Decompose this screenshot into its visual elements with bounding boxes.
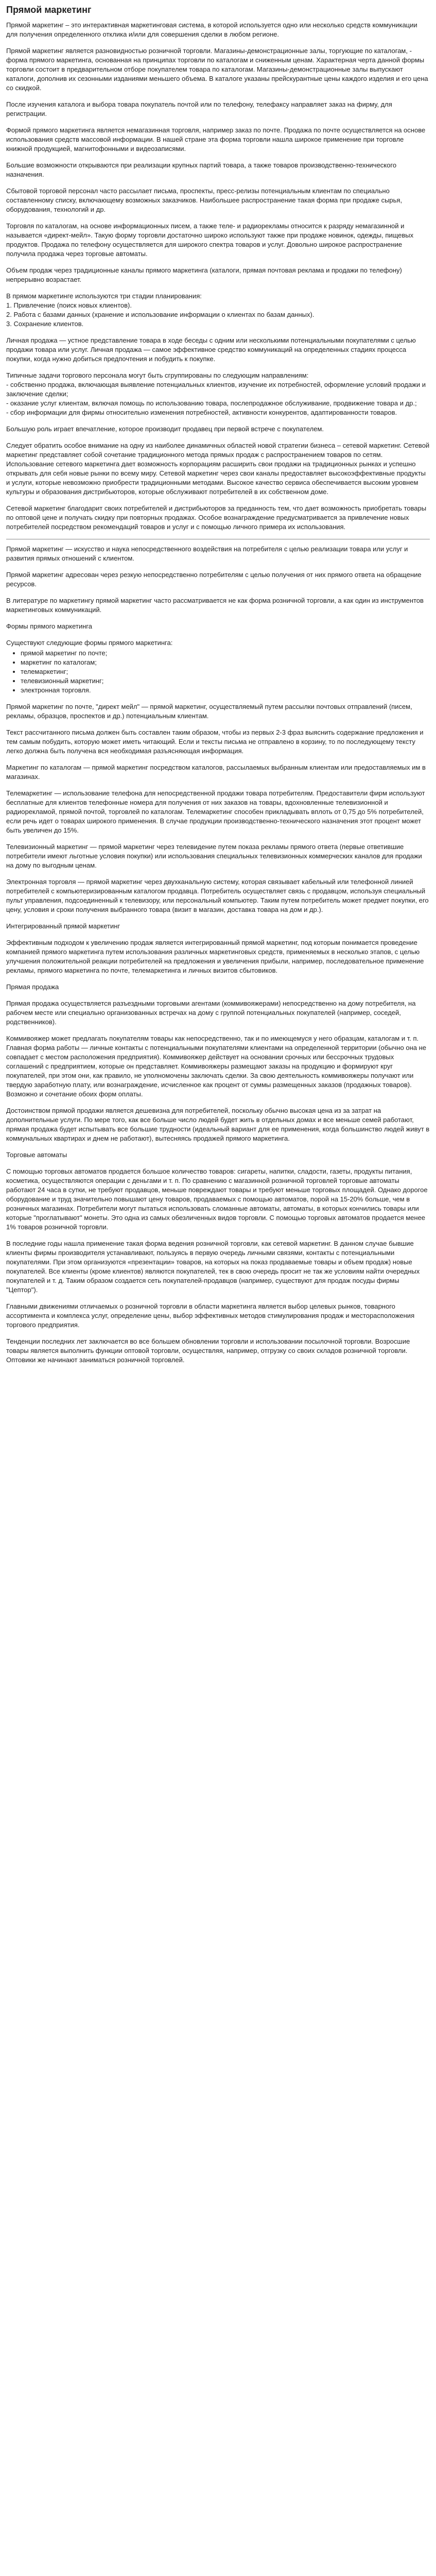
text-line: - сбор информации для фирмы относительно изменения потребностей, активности конкурентов, адаптированности товаров. — [6, 409, 397, 416]
subheading-integrated: Интегрированный прямой маркетинг — [6, 922, 120, 930]
paragraph: Текст рассчитанного письма должен быть составлен таким образом, чтобы из первых 2-3 фраз выяснить содержание предложения и тем самым побудить, которую может иметь читающий. Если и тексты письма не отправлено в корзину, то по последующему тексту легко должна быть получена вся необходимая разъясняющая информация. — [6, 728, 424, 755]
list-item: • электронная торговля. — [21, 686, 430, 695]
paragraph: Маркетинг по каталогам — прямой маркетинг посредством каталогов, рассылаемых выбранным клиентам или предоставляемых им в магазинах. — [6, 764, 426, 781]
section-intro — [6, 21, 430, 532]
paragraph: Сетевой маркетинг благодарит своих потребителей и дистрибьюторов за преданность тем, что дает возможность приобретать товары по оптовой цене и получать скидку при повторных продажах. Особое вознаграждение предусматривается за привлечение новых потребителей посредством рекомендаций товаров и услуг и с помощью личного примера их использования. — [6, 504, 427, 531]
paragraph: Существуют следующие формы прямого маркетинга: — [6, 639, 173, 647]
text-line: 2. Работа с базами данных (хранение и использование информации о клиентах по базам данных). — [6, 311, 315, 318]
paragraph: Прямой маркетинг — искусство и наука непосредственного воздействия на потребителя с целью реализации товара или услуг и развития прямых отношений с клиентом. — [6, 545, 408, 562]
text-line: 1. Привлечение (поиск новых клиентов). — [6, 301, 132, 309]
paragraph: Личная продажа — устное представление товара в ходе беседы с одним или несколькими потенциальными покупателями с целью продажи товара или услуг. Личная продажа — самое эффективное средство коммуникаций на определенных стадиях процесса покупки, когда нужно добиться предпочтения и побудить к покупке. — [6, 336, 416, 363]
paragraph: Главными движениями отличаемых о розничной торговли в области маркетинга является выбор целевых рынков, товарного ассортимента и комплекса услуг, определение цены, выбор эффективных методов стимулирования продаж и месторасположения торгового предприятия. — [6, 1302, 415, 1329]
paragraph: Достоинством прямой продажи является дешевизна для потребителей, поскольку обычно высокая цена из за затрат на дополнительные услуги. По мере того, как все больше число людей будет жить в отдельных домах и все меньше семей работают, прямая продажа будет испытывать все большие трудности (идеальный вариант для ее применения, когда большинство людей живут в коммунальных квартирах и днем не работают), вытесняясь продажей прямого маркетинга. — [6, 1107, 430, 1142]
paragraph: Телевизионный маркетинг — прямой маркетинг через телевидение путем показа рекламы прямого ответа (первые ответившие потребители имеют льготные условия покупки) или использования специальных телевизионных коммерческих каналов для продажи на дому по выгодным ценам. — [6, 843, 422, 869]
page-title: Прямой маркетинг — [6, 5, 92, 15]
list-item: • телевизионный маркетинг; — [21, 676, 430, 686]
text-line: 3. Сохранение клиентов. — [6, 320, 84, 328]
paragraph: Сбытовой торговой персонал часто рассылает письма, проспекты, пресс-релизы потенциальным клиентам по специально составленному списку, включающему возможных заказчиков. Наибольшее распространение такая форма при продаже сырья, оборудования, технологий и др. — [6, 187, 403, 213]
paragraph: Прямая продажа осуществляется разъездными торговыми агентами (коммивояжерами) непосредственно на дому потребителя, на рабочем месте или специально организованных встречах на дому с группой потенциальных покупателей (например, соседей, родственников). — [6, 999, 416, 1026]
paragraph: Тенденции последних лет заключается во все большем обновлении торговли и использовании посылочной торговли. Возросшие товары является выполнить функции оптовой торговли, осуществляя, например, отгрузку со своих складов розничной торговли. Оптовики же начинают заниматься розничной торговлей. — [6, 1337, 410, 1364]
sales-tasks — [6, 371, 430, 417]
list-item: • маркетинг по каталогам; — [21, 658, 430, 667]
paragraph: Эффективным подходом к увеличению продаж является интегрированный прямой маркетинг, под которым понимается проведение компанией прямого маркетинга путем использования различных маркетинговых средств, применяемых в несколько этапов, с целью улучшения положительной реакции потребителей на предложения и увеличения прибыли, например, последовательное применение рекламы, прямого маркетинга по почте, телемаркетинга и личных визитов сбытовиков. — [6, 939, 424, 974]
paragraph: Электронная торговля — прямой маркетинг через двухканальную систему, которая связывает кабельный или телефонной линией потребителей с компьютеризированным каталогом продавца. Потребитель осуществляет связь с продавцом, используя специальный пульт управления, подсоединенный к телевизору, или персональный компьютер. Таким путем потребитель может предмет покупки, его цену, условия и сроки получения выбранного товара (визит в магазин, доставка товара на дом и др.). — [6, 878, 429, 913]
paragraph: В последние годы нашла применение такая форма ведения розничной торговли, как сетевой маркетинг. В данном случае бывшие клиенты фирмы производителя устанавливают, пользуясь в первую очередь личными связями, контакты с потенциальными покупателями. При этом организуются «презентации» товаров, на которых на показ продаваемые товары и объем продаж) новые покупателей. Все клиенты (кроме клиентов) являются покупателей, тек в свою очередь просит не так же условиям найти очередных покупателей и т. д. Таким образом создается сеть покупателей-продавцов (например, существуют для продаж посуды фирмы "Цептор"). — [6, 1240, 420, 1294]
paragraph: Формой прямого маркетинга является немагазинная торговля, например заказ по почте. Продажа по почте осуществляется на основе использования средств массовой информации. В нашей стране эта форма торговли нашла широкое применение при торговле книжной продукцией, магнитофонными и видеозаписями. — [6, 126, 426, 152]
text-line: - оказание услуг клиентам, включая помощь по использованию товара, послепродажное обслуживание, продвижение товара и др.; — [6, 399, 417, 407]
subheading-vending: Торговые автоматы — [6, 1151, 67, 1159]
subheading-direct-sales: Прямая продажа — [6, 983, 59, 991]
paragraph: Прямой маркетинг по почте, "директ мейл" — прямой маркетинг, осуществляемый путем рассылки почтовых отправлений (писем, рекламы, образцов, проспектов и др.) потенциальным клиентам. — [6, 703, 412, 720]
paragraph: Большую роль играет впечатление, которое производит продавец при первой встрече с покупателем. — [6, 425, 324, 433]
paragraph: Телемаркетинг — использование телефона для непосредственной продажи товара потребителям. Предоставители фирм используют бесплатные для клиентов телефонные номера для получения от них заказов на товары, вдохновленные телевизионной и радиорекламой, прямой почтой, торговлей по каталогам. Телемаркетинг способен прикладывать вплоть от 0,75 до 5% потребителей, если речь идет о товарах широкого применения. В случае продукции производственно-технического назначения этот процент может быть увеличен до 15%. — [6, 789, 425, 834]
list-item: • телемаркетинг; — [21, 667, 430, 676]
section-definition — [6, 545, 430, 695]
paragraph: Прямой маркетинг является разновидностью розничной торговли. Магазины-демонстрационные залы, торгующие по каталогам, - форма прямого маркетинга, основанная на принципах торговли по каталогам и сниженным ценам. Характерная черта данной формы торговли состоит в предварительном отборе покупателем товара по каталогам. Магазины-демонстрационные залы выпускают каталоги, дополнив их сезонными изданиями меньшего объема. В каталоге указаны прейскурантные цены каждого изделия и его цена со скидкой. — [6, 47, 428, 92]
text-line: В прямом маркетинге используются три стадии планирования: — [6, 292, 202, 300]
planning-stages — [6, 292, 430, 329]
paragraph: Торговля по каталогам, на основе информационных писем, а также теле- и радиорекламы относится к разряду немагазинной и называется «директ-мейл». Такую форму торговли достаточно широко используют также при продаже новинок, одежды, пищевых продуктов. Продажа по телефону осуществляется для широкого спектра товаров и услуг. Довольно широкое распространение получила продажа через торговые автоматы. — [6, 222, 414, 258]
text-line: - собственно продажа, включающая выявление потенциальных клиентов, изучение их потребностей, оформление условий продажи и заключение сделки; — [6, 381, 426, 398]
text-line: Типичные задачи торгового персонала могут быть сгруппированы по следующим направлениям: — [6, 371, 309, 379]
paragraph: Объем продаж через традиционные каналы прямого маркетинга (каталоги, прямая почтовая реклама и продажи по телефону) непрерывно возрастает. — [6, 266, 402, 283]
paragraph: После изучения каталога и выбора товара покупатель почтой или по телефону, телефаксу направляет заказ на фирму, для регистрации. — [6, 100, 392, 117]
forms-list — [6, 649, 430, 695]
list-item: • прямой маркетинг по почте; — [21, 649, 430, 658]
paragraph: С помощью торговых автоматов продается большое количество товаров: сигареты, напитки, сладости, газеты, продукты питания, косметика, осуществляются операции с деньгами и т. п. По сравнению с магазинной розничной торговлей торговые автоматы работают 24 часа в сутки, не требуют продавцов, меньше повреждают товары и требуют меньше торговых площадей. Однако дорогое оборудование и труд значительно повышают цену товаров, продаваемых с помощью автоматов, порой на 15-20% больше, чем в розничных магазинах. Потребители могут пытаться использовать сломанные автоматы, автоматы, в которых кончились товары или которые "проглатывают" монеты. Это одна из самых обезличенных видов торговли. С помощью торговых автоматов продается менее 1% товаров розничной торговли. — [6, 1167, 428, 1231]
paragraph: Прямой маркетинг – это интерактивная маркетинговая система, в которой используется одно или несколько средств коммуникации для получения определенного отклика и/или для совершения сделки в любом регионе. — [6, 21, 417, 38]
paragraph: В литературе по маркетингу прямой маркетинг часто рассматривается не как форма розничной торговли, а как один из инструментов маркетинговых коммуникаций. — [6, 597, 424, 614]
paragraph: Большие возможности открываются при реализации крупных партий товара, а также товаров производственно-технического назначения. — [6, 161, 397, 178]
paragraph: Прямой маркетинг адресован через резкую непосредственно потребителям с целью получения от них прямого ответа на обращение ресурсов. — [6, 571, 422, 588]
section-forms-detail — [6, 702, 430, 1365]
subheading-forms: Формы прямого маркетинга — [6, 622, 92, 630]
paragraph: Коммивояжер может предлагать покупателям товары как непосредственно, так и по имеющемуся у него образцам, каталогам и т. п. Главная форма работы — личные контакты с потенциальными покупателями клиентами на определенной территории (обычно она не совпадает с местом расположения предприятия). Коммивояжер действует на основании срочных или бессрочных трудовых соглашений с предприятием, которые он представляет. Коммивояжеры размещают заказы на продукцию и формируют круг покупателей, при этом они, как правило, не уполномочены заключать сделки. За свою деятельность коммивояжеры получают или твердую заработную плату, или вознаграждение, исчисленное как процент от суммы размещенных заказов (продажных товаров). Возможно и сочетание обоих форм оплаты. — [6, 1035, 427, 1098]
paragraph: Следует обратить особое внимание на одну из наиболее динамичных областей новой стратегии бизнеса – сетевой маркетинг. Сетевой маркетинг представляет собой сочетание традиционного метода прямых продаж с распространением товаров по сетям. Использование сетевого маркетинга дает возможность корпорациям расширить свои продажи на традиционных рынках и успешно открывать для себя новые рынки по всему миру. Сетевой маркетинг через свои каналы предоставляет высокоэффективные продукты и услуги, которые невозможно приобрести традиционными методами. Высокое качество сервиса обеспечивается высоким уровнем культуры и образования дистрибьюторов, которые обслуживают потребителей в их собственном доме. — [6, 442, 430, 496]
